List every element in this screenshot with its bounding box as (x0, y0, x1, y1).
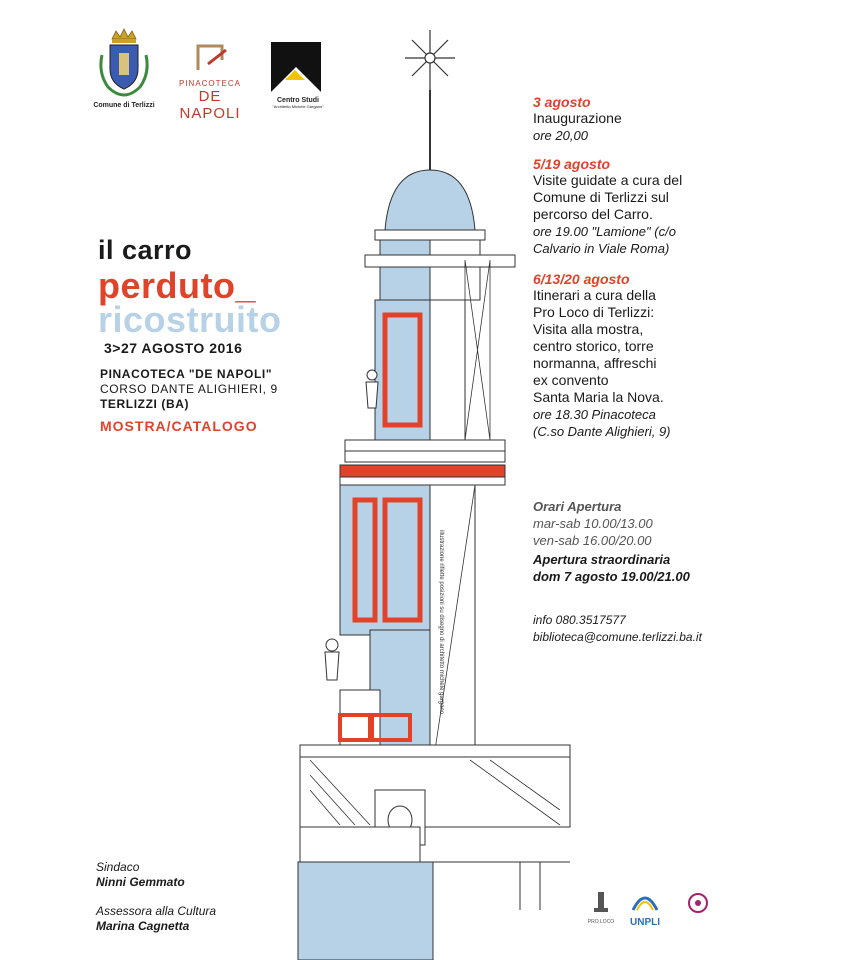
event-line: Inaugurazione (533, 110, 622, 126)
venue-address: CORSO DANTE ALIGHIERI, 9 (100, 382, 278, 396)
venue-block (100, 367, 278, 412)
event-line: Santa Maria la Nova. (533, 389, 664, 405)
signoff-role2: Assessora alla Cultura (96, 904, 217, 918)
event-note: ore 20,00 (533, 128, 588, 143)
unpli-icon (631, 890, 659, 912)
hours-title: Orari Apertura (533, 499, 622, 514)
third-sponsor-logo (678, 892, 718, 919)
centro-studi-label: Centro Studi (277, 97, 319, 104)
event-date: 5/19 agosto (533, 156, 611, 172)
event-1 (533, 94, 733, 144)
star-finial-icon (405, 30, 455, 90)
proloco-label: PRO LOCO (587, 919, 615, 925)
comune-label: Comune di Terlizzi (93, 102, 155, 109)
event-note: ore 18.30 Pinacoteca (533, 407, 656, 422)
event-line: ex convento (533, 372, 609, 388)
hours-extra-title: Apertura straordinaria (533, 552, 671, 567)
event-line: Itinerari a cura della (533, 287, 656, 303)
proloco-icon (589, 890, 613, 914)
pinacoteca-top: PINACOTECA (178, 79, 241, 88)
signoff-name2: Marina Cagnetta (96, 919, 190, 933)
event-line: centro storico, torre (533, 338, 654, 354)
title-line1: il carro (98, 235, 193, 265)
mostra-catalogo: MOSTRA/CATALOGO (100, 418, 258, 434)
hours-line2: ven-sab 16.00/20.00 (533, 533, 652, 548)
event-note: ore 19.00 "Lamione" (c/o (533, 224, 676, 239)
hours-line1: mar-sab 10.00/13.00 (533, 516, 653, 531)
coat-of-arms-icon (92, 25, 156, 103)
venue-name: PINACOTECA "DE NAPOLI" (100, 367, 273, 381)
unpli-logo (625, 890, 665, 928)
event-line: Visite guidate a cura del (533, 172, 683, 188)
opening-hours (533, 498, 690, 585)
events-column (533, 94, 733, 440)
comune-logo (92, 25, 156, 115)
hours-extra-line: dom 7 agosto 19.00/21.00 (533, 569, 690, 584)
contact-phone: info 080.3517577 (533, 613, 626, 627)
event-note: (C.so Dante Alighieri, 9) (533, 424, 671, 439)
event-3 (533, 271, 733, 440)
title-line2: perduto_ (98, 265, 257, 306)
centro-studi-sub: "Architetto Michele Gargano" (272, 104, 324, 109)
event-note: Calvario in Viale Roma) (533, 241, 670, 256)
proloco-logo (583, 890, 619, 925)
illustration-caption: illustrazione riflette posizioni su disegno di architetto michele gargano (438, 530, 444, 715)
sponsor-seal-icon (687, 892, 709, 914)
signoff-role1: Sindaco (96, 860, 140, 874)
event-line: Visita alla mostra, (533, 321, 644, 337)
venue-city: TERLIZZI (BA) (100, 397, 190, 411)
event-date: 6/13/20 agosto (533, 271, 630, 287)
exhibition-dates: 3>27 AGOSTO 2016 (104, 340, 243, 356)
signoff (96, 860, 216, 934)
event-line: Pro Loco di Terlizzi: (533, 304, 655, 320)
pinacoteca-main: DE NAPOLI (179, 88, 241, 122)
event-2 (533, 156, 733, 257)
pinacoteca-mark-icon (170, 40, 250, 74)
title-line3: ricostruito (98, 299, 282, 340)
event-line: normanna, affreschi (533, 355, 657, 371)
contacts (533, 612, 702, 646)
contact-email[interactable]: biblioteca@comune.terlizzi.ba.it (533, 630, 702, 644)
event-line: percorso del Carro. (533, 206, 653, 222)
pinacoteca-logo (170, 40, 250, 122)
event-date: 3 agosto (533, 94, 591, 110)
event-line: Comune di Terlizzi sul (533, 189, 669, 205)
signoff-name1: Ninni Gemmato (96, 875, 185, 889)
unpli-label: UNPLI (630, 917, 660, 928)
